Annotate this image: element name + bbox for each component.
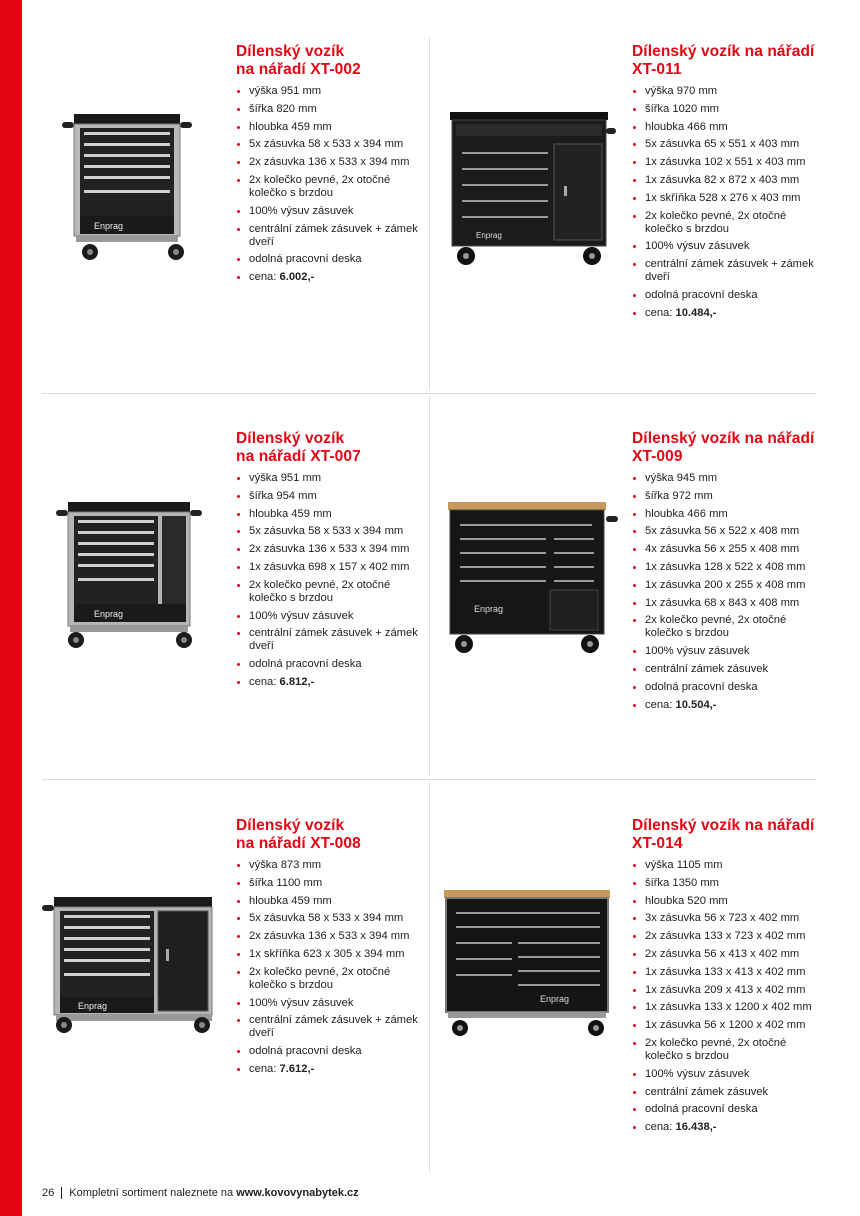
product-xt-011	[632, 43, 827, 325]
spec-item: výška 873 mm	[236, 859, 421, 872]
price-value: 6.812,-	[279, 675, 315, 688]
spec-item: 1x zásuvka 209 x 413 x 402 mm	[632, 984, 827, 997]
spec-item: centrální zámek zásuvek	[632, 663, 827, 676]
red-edge-bar	[0, 0, 22, 1216]
product-title: Dílenský vozík na nářadí XT-007	[236, 430, 361, 465]
spec-item: 1x zásuvka 82 x 872 x 403 mm	[632, 174, 827, 187]
column-divider	[429, 396, 430, 776]
price-label: cena:	[645, 306, 673, 319]
spec-item: 2x zásuvka 133 x 723 x 402 mm	[632, 930, 827, 943]
price-label: cena:	[249, 271, 277, 284]
spec-item: výška 951 mm	[236, 85, 421, 98]
spec-list	[632, 472, 827, 712]
spec-item: centrální zámek zásuvek + zámek dveří	[236, 1014, 421, 1040]
brand-logo: Enprag	[540, 994, 570, 1004]
product-xt-009	[632, 430, 827, 716]
spec-item: odolná pracovní deska	[632, 1103, 827, 1116]
column-divider	[429, 38, 430, 390]
product-image-xt-007	[56, 500, 202, 652]
spec-item: výška 945 mm	[632, 472, 827, 485]
footer-url-link[interactable]: www.kovovynabytek.cz	[236, 1187, 359, 1199]
spec-item: 100% výsuv zásuvek	[236, 205, 421, 218]
price-item	[632, 307, 827, 320]
spec-item: výška 970 mm	[632, 85, 827, 98]
product-image-xt-002	[62, 112, 192, 264]
spec-item: 1x zásuvka 68 x 843 x 408 mm	[632, 597, 827, 610]
spec-item: 2x kolečko pevné, 2x otočné kolečko s brzdou	[632, 1037, 827, 1063]
footer-text: Kompletní sortiment naleznete na	[69, 1187, 234, 1199]
product-image-xt-008	[42, 893, 218, 1035]
column-divider	[429, 782, 430, 1172]
spec-item: 3x zásuvka 56 x 723 x 402 mm	[632, 912, 827, 925]
spec-item: 2x kolečko pevné, 2x otočné kolečko s brzdou	[236, 579, 421, 605]
spec-item: 1x zásuvka 133 x 1200 x 402 mm	[632, 1001, 827, 1014]
spec-item: 4x zásuvka 56 x 255 x 408 mm	[632, 543, 827, 556]
spec-item: 1x skříňka 623 x 305 x 394 mm	[236, 948, 421, 961]
spec-list	[236, 472, 421, 689]
spec-item: odolná pracovní deska	[632, 681, 827, 694]
product-xt-008	[236, 817, 421, 1081]
spec-item: hloubka 520 mm	[632, 895, 827, 908]
brand-logo: Enprag	[476, 231, 502, 240]
spec-item: šířka 1350 mm	[632, 877, 827, 890]
price-value: 7.612,-	[279, 1062, 315, 1075]
product-image-xt-014	[444, 890, 616, 1040]
spec-item: šířka 1020 mm	[632, 103, 827, 116]
price-value: 10.504,-	[675, 698, 717, 711]
spec-item: 100% výsuv zásuvek	[236, 610, 421, 623]
product-title: Dílenský vozík na nářadí XT-008	[236, 817, 361, 852]
spec-item: odolná pracovní deska	[236, 1045, 421, 1058]
spec-item: 2x kolečko pevné, 2x otočné kolečko s brzdou	[632, 614, 827, 640]
spec-item: výška 951 mm	[236, 472, 421, 485]
spec-item: 100% výsuv zásuvek	[632, 240, 827, 253]
spec-item: 1x zásuvka 56 x 1200 x 402 mm	[632, 1019, 827, 1032]
spec-item: odolná pracovní deska	[236, 253, 421, 266]
spec-item: hloubka 459 mm	[236, 121, 421, 134]
price-item	[632, 1121, 827, 1134]
spec-item: výška 1105 mm	[632, 859, 827, 872]
page-footer	[42, 1187, 359, 1199]
brand-logo: Enprag	[474, 604, 504, 614]
price-label: cena:	[645, 1121, 673, 1134]
spec-item: 5x zásuvka 65 x 551 x 403 mm	[632, 138, 827, 151]
spec-item: hloubka 466 mm	[632, 508, 827, 521]
price-item	[236, 1063, 421, 1076]
price-label: cena:	[249, 675, 277, 688]
spec-item: 100% výsuv zásuvek	[236, 997, 421, 1010]
product-image-xt-009	[448, 502, 622, 654]
spec-item: 2x kolečko pevné, 2x otočné kolečko s brzdou	[236, 966, 421, 992]
spec-item: 100% výsuv zásuvek	[632, 1068, 827, 1081]
spec-item: centrální zámek zásuvek + zámek dveří	[236, 627, 421, 653]
spec-item: hloubka 459 mm	[236, 508, 421, 521]
product-title: Dílenský vozík na nářadí XT-009	[632, 430, 815, 465]
spec-list	[632, 859, 827, 1134]
spec-item: hloubka 466 mm	[632, 121, 827, 134]
product-image-xt-011	[450, 112, 620, 266]
spec-item: 1x zásuvka 200 x 255 x 408 mm	[632, 579, 827, 592]
price-label: cena:	[645, 698, 673, 711]
spec-item: 1x zásuvka 698 x 157 x 402 mm	[236, 561, 421, 574]
spec-item: 5x zásuvka 58 x 533 x 394 mm	[236, 525, 421, 538]
spec-item: 100% výsuv zásuvek	[632, 645, 827, 658]
spec-item: centrální zámek zásuvek	[632, 1086, 827, 1099]
spec-item: 2x kolečko pevné, 2x otočné kolečko s brzdou	[236, 174, 421, 200]
price-item	[632, 699, 827, 712]
price-value: 10.484,-	[675, 306, 717, 319]
spec-item: centrální zámek zásuvek + zámek dveří	[632, 258, 827, 284]
spec-item: hloubka 459 mm	[236, 895, 421, 908]
spec-item: 2x zásuvka 136 x 533 x 394 mm	[236, 156, 421, 169]
spec-item: šířka 972 mm	[632, 490, 827, 503]
spec-item: šířka 1100 mm	[236, 877, 421, 890]
spec-item: odolná pracovní deska	[632, 289, 827, 302]
spec-list	[236, 85, 421, 284]
price-label: cena:	[249, 1062, 277, 1075]
spec-item: 1x skříňka 528 x 276 x 403 mm	[632, 192, 827, 205]
price-item	[236, 271, 421, 284]
spec-item: šířka 954 mm	[236, 490, 421, 503]
spec-item: šířka 820 mm	[236, 103, 421, 116]
spec-item: 2x kolečko pevné, 2x otočné kolečko s brzdou	[632, 210, 827, 236]
product-title: Dílenský vozík na nářadí XT-011	[632, 43, 815, 78]
product-title: Dílenský vozík na nářadí XT-002	[236, 43, 361, 78]
product-xt-002	[236, 43, 421, 289]
row-divider	[42, 393, 816, 394]
spec-item: odolná pracovní deska	[236, 658, 421, 671]
product-xt-014	[632, 817, 827, 1139]
brand-logo: Enprag	[78, 1001, 108, 1011]
spec-item: 5x zásuvka 56 x 522 x 408 mm	[632, 525, 827, 538]
spec-item: 5x zásuvka 58 x 533 x 394 mm	[236, 912, 421, 925]
product-xt-007	[236, 430, 421, 694]
row-divider	[42, 779, 816, 780]
page-number: 26	[42, 1187, 62, 1199]
spec-item: 2x zásuvka 136 x 533 x 394 mm	[236, 930, 421, 943]
spec-list	[236, 859, 421, 1076]
spec-item: 1x zásuvka 102 x 551 x 403 mm	[632, 156, 827, 169]
spec-item: centrální zámek zásuvek + zámek dveří	[236, 223, 421, 249]
price-item	[236, 676, 421, 689]
spec-item: 2x zásuvka 136 x 533 x 394 mm	[236, 543, 421, 556]
spec-item: 5x zásuvka 58 x 533 x 394 mm	[236, 138, 421, 151]
spec-item: 2x zásuvka 56 x 413 x 402 mm	[632, 948, 827, 961]
spec-item: 1x zásuvka 128 x 522 x 408 mm	[632, 561, 827, 574]
brand-logo: Enprag	[94, 609, 124, 619]
spec-item: 1x zásuvka 133 x 413 x 402 mm	[632, 966, 827, 979]
product-title: Dílenský vozík na nářadí XT-014	[632, 817, 815, 852]
price-value: 6.002,-	[279, 271, 315, 284]
brand-logo: Enprag	[94, 221, 124, 231]
spec-list	[632, 85, 827, 320]
price-value: 16.438,-	[675, 1121, 717, 1134]
